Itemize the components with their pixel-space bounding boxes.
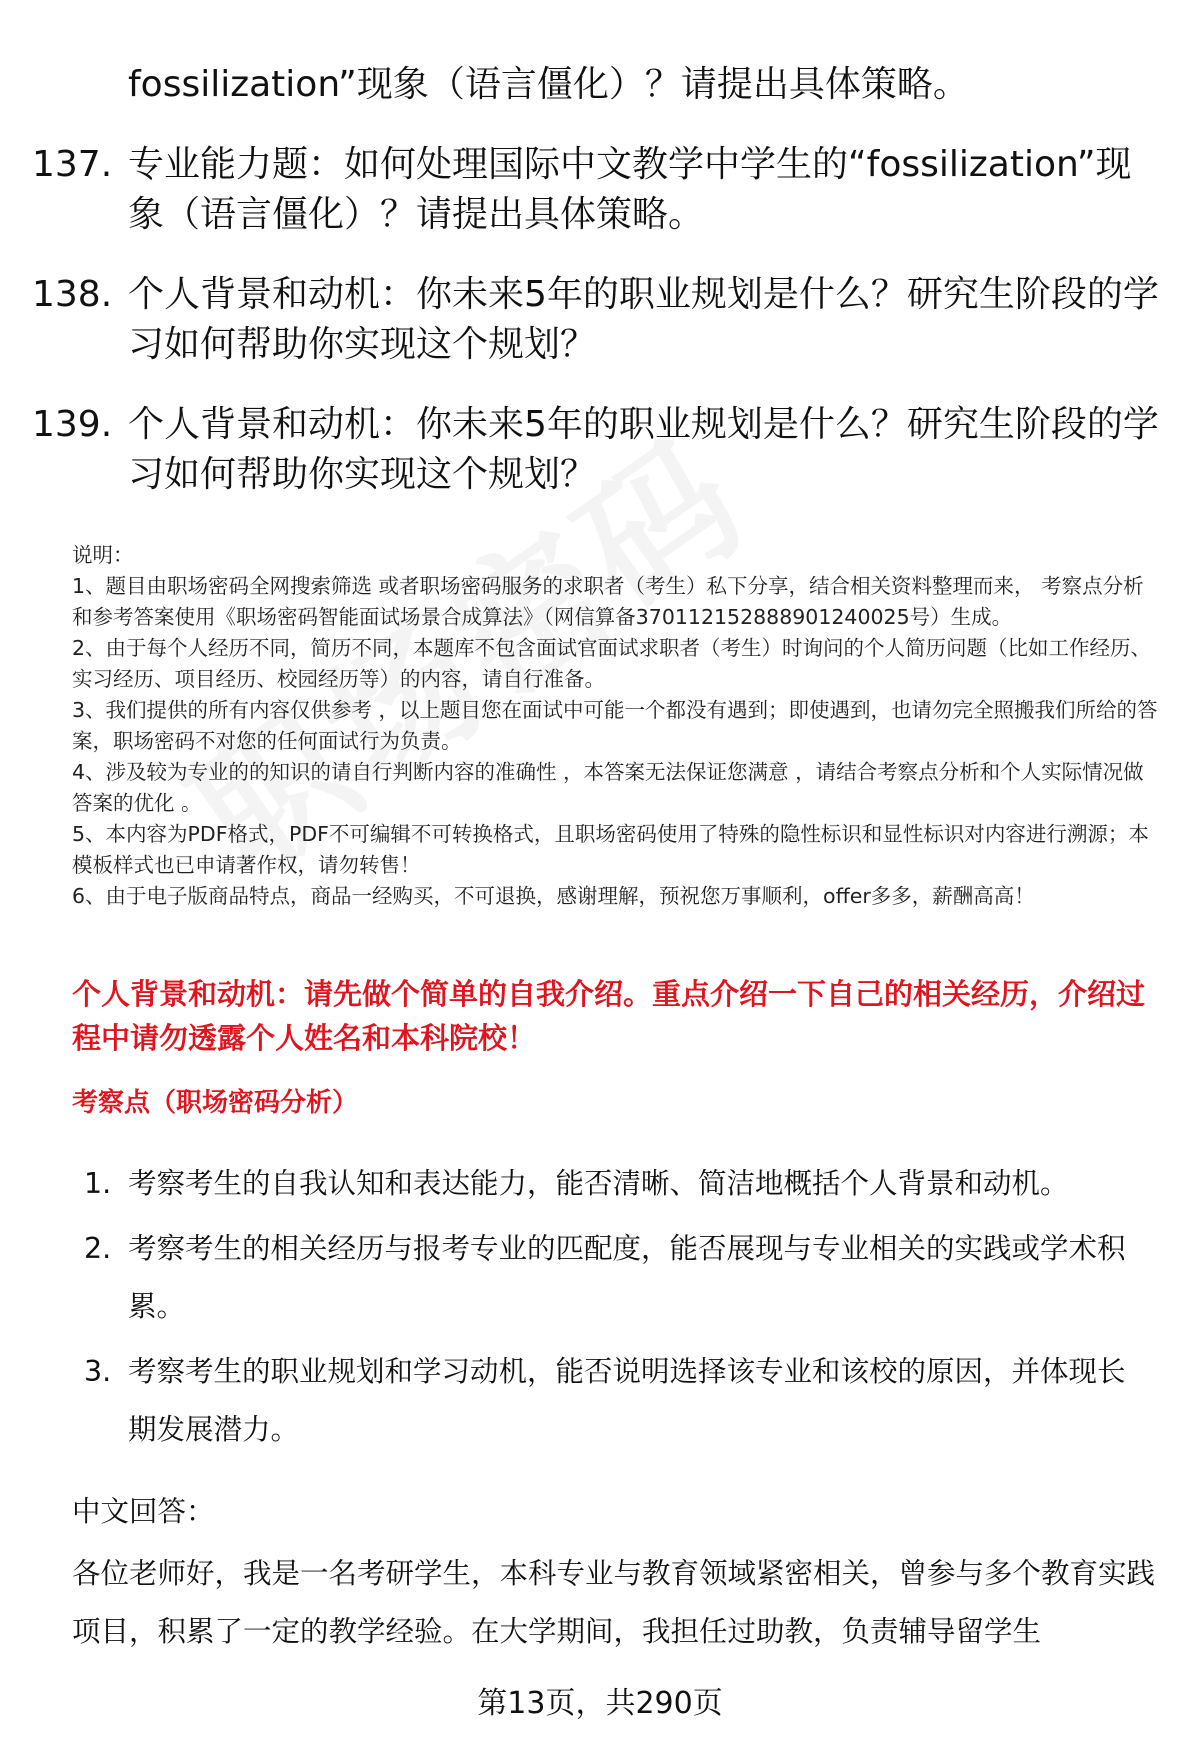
question-text: 个人背景和动机：你未来5年的职业规划是什么？研究生阶段的学习如何帮助你实现这个规划？ <box>128 274 1159 365</box>
point-number: 1. <box>84 1167 112 1200</box>
analysis-point <box>0 1220 1200 1336</box>
question-item <box>0 270 1200 370</box>
point-text: 考察考生的相关经历与报考专业的匹配度，能否展现与专业相关的实践或学术积累。 <box>128 1232 1126 1323</box>
note-item: 6、由于电子版商品特点，商品一经购买，不可退换，感谢理解，预祝您万事顺利，offer多多，薪酬高高！ <box>72 884 1035 908</box>
analysis-point <box>0 1155 1200 1213</box>
point-number: 2. <box>84 1232 112 1265</box>
question-number: 138. <box>32 274 113 315</box>
current-question: 个人背景和动机：请先做个简单的自我介绍。重点介绍一下自己的相关经历，介绍过程中请勿透露个人姓名和本科院校！ <box>72 977 1146 1055</box>
analysis-heading: 考察点（职场密码分析） <box>72 1088 359 1118</box>
question-text: 专业能力题：如何处理国际中文教学中学生的“fossilization”现象（语言僵化）？请提出具体策略。 <box>128 144 1132 235</box>
question-number: 139. <box>32 404 113 445</box>
note-item: 2、由于每个人经历不同，简历不同，本题库不包含面试官面试求职者（考生）时询问的个人简历问题（比如工作经历、实习经历、项目经历、校园经历等）的内容，请自行准备。 <box>72 636 1152 691</box>
disclaimer-notes <box>72 540 1162 912</box>
question-item <box>0 140 1200 240</box>
question-number: 137. <box>32 144 113 185</box>
analysis-point <box>0 1343 1200 1459</box>
question-text: 个人背景和动机：你未来5年的职业规划是什么？研究生阶段的学习如何帮助你实现这个规划？ <box>128 404 1159 495</box>
notes-heading: 说明： <box>72 543 134 567</box>
note-item: 5、本内容为PDF格式，PDF不可编辑不可转换格式，且职场密码使用了特殊的隐性标识和显性标识对内容进行溯源；本模板样式也已申请著作权，请勿转售！ <box>72 822 1149 877</box>
previous-question-continuation: fossilization”现象（语言僵化）？请提出具体策略。 <box>128 64 969 105</box>
point-text: 考察考生的职业规划和学习动机，能否说明选择该专业和该校的原因，并体现长期发展潜力。 <box>128 1355 1126 1446</box>
note-item: 3、我们提供的所有内容仅供参考 ，以上题目您在面试中可能一个都没有遇到；即使遇到，也请勿完全照搬我们所给的答案，职场密码不对您的任何面试行为负责。 <box>72 698 1158 753</box>
answer-heading: 中文回答： <box>72 1495 215 1528</box>
page-footer: 第13页，共290页 <box>477 1686 723 1721</box>
note-item: 4、涉及较为专业的的知识的请自行判断内容的准确性 ，本答案无法保证您满意 ，请结合考察点分析和个人实际情况做答案的优化 。 <box>72 760 1144 815</box>
point-number: 3. <box>84 1355 112 1388</box>
question-item <box>0 400 1200 500</box>
note-item: 1、题目由职场密码全网搜索筛选 或者职场密码服务的求职者（考生）私下分享，结合相关资料整理而来， 考察点分析和参考答案使用《职场密码智能面试场景合成算法》（网信算备370112152888901240025号）生成。 <box>72 574 1144 629</box>
question-list <box>0 140 1200 530</box>
analysis-points <box>0 1155 1200 1466</box>
answer-text: 各位老师好，我是一名考研学生，本科专业与教育领域紧密相关，曾参与多个教育实践项目，积累了一定的教学经验。在大学期间，我担任过助教，负责辅导留学生 <box>72 1557 1156 1648</box>
point-text: 考察考生的自我认知和表达能力，能否清晰、简洁地概括个人背景和动机。 <box>128 1167 1069 1200</box>
